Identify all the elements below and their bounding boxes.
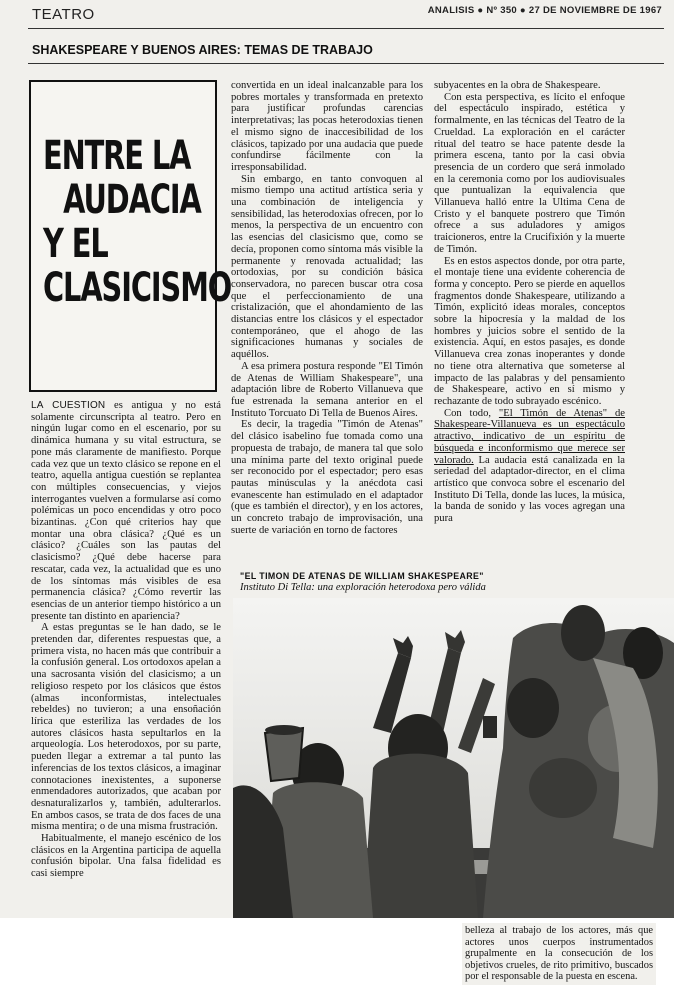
section-label: TEATRO <box>32 6 95 23</box>
paragraph: Con esta perspectiva, es lícito el enfoque del espectáculo inspirado, estética y formalmente, en las técnicas del Teatro de la Crueldad. La exploración en el carácter ritual del teatro se hace patente desde la primera escena, tanto por la casi obvia presencia de un cordero que será inmolado en la ceremonia como por los audiovisuales que puntualizan la equivalencia que Villanueva halló entre la Ultima Cena de Cristo y el banquete postrero que Timón ofrece a sus aduladores y amigos traicioneros, entre la Crucifixión y la muerte de Timón. <box>434 91 625 255</box>
caption-subtitle: Instituto Di Tella: una exploración heterodoxa pero válida <box>240 582 486 593</box>
article-continuation: belleza al trabajo de los actores, más que actores unos cuerpos instrumentados grupalmente en la consecución de los objetivos crueles, de rito primitivo, buscados por el responsable de la puesta en escena. <box>462 923 656 985</box>
paragraph: Es decir, la tragedia "Timón de Atenas" del clásico isabelino fue tomada como una propuesta de trabajo, de manera tal que solo una mínima parte del texto original puede ser reconocido por el espectador; pero esas pautas minúsculas y la anécdota casi evanescente han estimulado en el adaptador (que es también el director), y en los actores, un concreto trabajo de improvisación, una suerte de variación en torno de factores <box>231 419 423 536</box>
headline <box>43 133 232 311</box>
paragraph <box>31 400 221 622</box>
masthead: ANALISIS ● Nº 350 ● 27 DE NOVIEMBRE DE 1967 <box>427 5 662 16</box>
headline-line: AUDACIA <box>63 177 201 223</box>
headline-line: CLASICISMO <box>43 265 232 311</box>
paragraph: A esa primera postura responde "El Timón de Atenas de William Shakespeare", una adaptación libre de Roberto Villanueva que fue estrenada la semana anterior en el Instituto Torcuato Di Tella de Buenos Aires. <box>231 360 423 419</box>
paragraph-text: La audacia está canalizada en la seriedad del adaptador-director, en el clima artístico que convoca sobre el escenario del Instituto Di Tella, donde las luces, la música, la banda de sonido y las voces agregan una pura <box>434 454 625 525</box>
paragraph: convertida en un ideal inalcanzable para los pobres mortales y transformada en pretexto para justificar profundas carencias interpretativas; las pocas heterodoxias tienen el mismo signo de inaccesibilidad de los clásicos, tapizado por una audacia que puede confundirse fácilmente con la irresponsabilidad. <box>231 80 423 173</box>
caption-title: "EL TIMON DE ATENAS DE WILLIAM SHAKESPEARE" <box>240 571 484 581</box>
article-column-2 <box>231 80 423 558</box>
paragraph-text: Con todo, <box>444 407 499 419</box>
top-rule <box>28 28 664 29</box>
kicker-heading: SHAKESPEARE Y BUENOS AIRES: TEMAS DE TRABAJO <box>32 43 373 57</box>
paragraph: Sin embargo, en tanto convoquen al mismo tiempo una actitud artística seria y una combinación de inteligencia y sensibilidad, las heterodoxias ofrecen, por lo menos, la perspectiva de un encuentro con las esencias del clasicismo que, como se decía, proponen como síntoma más visible la permanente y renovada actualidad; las ortodoxias, por su condición básica conservadora, no parecen buscar otra cosa que el perfeccionamiento de una cristalización, que el ahondamiento de las distancias entre los clásicos y el espectador contemporáneo, que el ahogo de las significaciones humanas y sociales de aquéllos. <box>231 173 423 361</box>
headline-box <box>29 80 232 392</box>
paragraph: Habitualmente, el manejo escénico de los clásicos en la Argentina participa de aquella confusión bipolar. Una falsa fidelidad es casi siempre <box>31 833 221 880</box>
kicker-rule <box>28 63 664 64</box>
stage-photo <box>233 598 674 918</box>
paragraph-text: es antigua y no está solamente circunscripta al teatro. Pero en ningún lugar como en el escenario, por su dinámica humana y su vital estructura, se pone más claramente de manifiesto. Porque cada vez que un texto clásico se repone en el teatro, aquella antigua cuestión se replantea con múltiples consecuencias, y viejos interrogantes vuelven a formularse así como polémicas un poco encendidas y otro poco bizantinas. ¿Con qué criterios hay que montar una obra clásica? ¿Qué es un clásico? ¿Cuáles son las pautas del clasicismo? ¿Qué debe hacerse para rescatar, cada vez, la actualidad que es uno de los síntomas más visibles de esa permanencia clásica? ¿Cómo revertir las esencias de un anterior tiempo histórico a un presente tan distinto en apariencia? <box>31 400 221 622</box>
headline-line: ENTRE LA <box>43 133 191 179</box>
photo-caption <box>240 570 640 594</box>
paragraph: subyacentes en la obra de Shakespeare. <box>434 80 601 91</box>
underlined-passage: "El Timón de Atenas" de Shakespeare-Villanueva es un espectáculo atractivo, indicativo de un espíritu de búsqueda e inconformismo que merece ser valorado. <box>434 407 625 466</box>
headline-line: Y EL <box>43 221 108 267</box>
article-column-3 <box>434 80 625 558</box>
paragraph <box>434 408 625 525</box>
paragraph: A estas preguntas se le han dado, se le pretenden dar, diferentes respuestas que, a primera vista, no hacen más que contribuir a la confusión general. Los ortodoxos apelan a una sacrosanta visión del clasicismo; a un religioso respeto por los clásicos que éstos (almas inconformistas, intelectuales rebeldes) no tuvieron; a una ensoñación lírica que esteriliza las verdades de los autores clásicos hasta sepultarlos en la arqueología. Los heterodoxos, por su parte, pueden llegar a extremar a tal punto las inferencias de los textos clásicos, a imaginar connotaciones inexistentes, a suponerse enmendadores autorizados, que acaban por desnaturalizarlos y, también, adulterarlos. En ambos casos, se trata de dos faces de una misma mentira; o de una misma frustración. <box>31 622 221 833</box>
paragraph: Es en estos aspectos donde, por otra parte, el montaje tiene una evidente coherencia de forma y concepto. Pero se pierde en aquellos fragmentos donde Shakespeare, utilizando a Timón, explicitó ideas morales, conceptos sobre la hipocresía y la maldad de los hombres y juicios sobre el sentido de la existencia. Aquí, en estos pasajes, es donde Villanueva crea zonas inoperantes y donde no tiene otra alternativa que someterse al impacto de las palabras y del pensamiento de Shakespeare, activo en sí mismo y rechazante de todo subrayado escénico. <box>434 255 625 407</box>
lead-in: LA CUESTION <box>31 400 106 411</box>
article-column-1 <box>31 400 221 918</box>
stage-photo-graphic <box>233 598 674 918</box>
